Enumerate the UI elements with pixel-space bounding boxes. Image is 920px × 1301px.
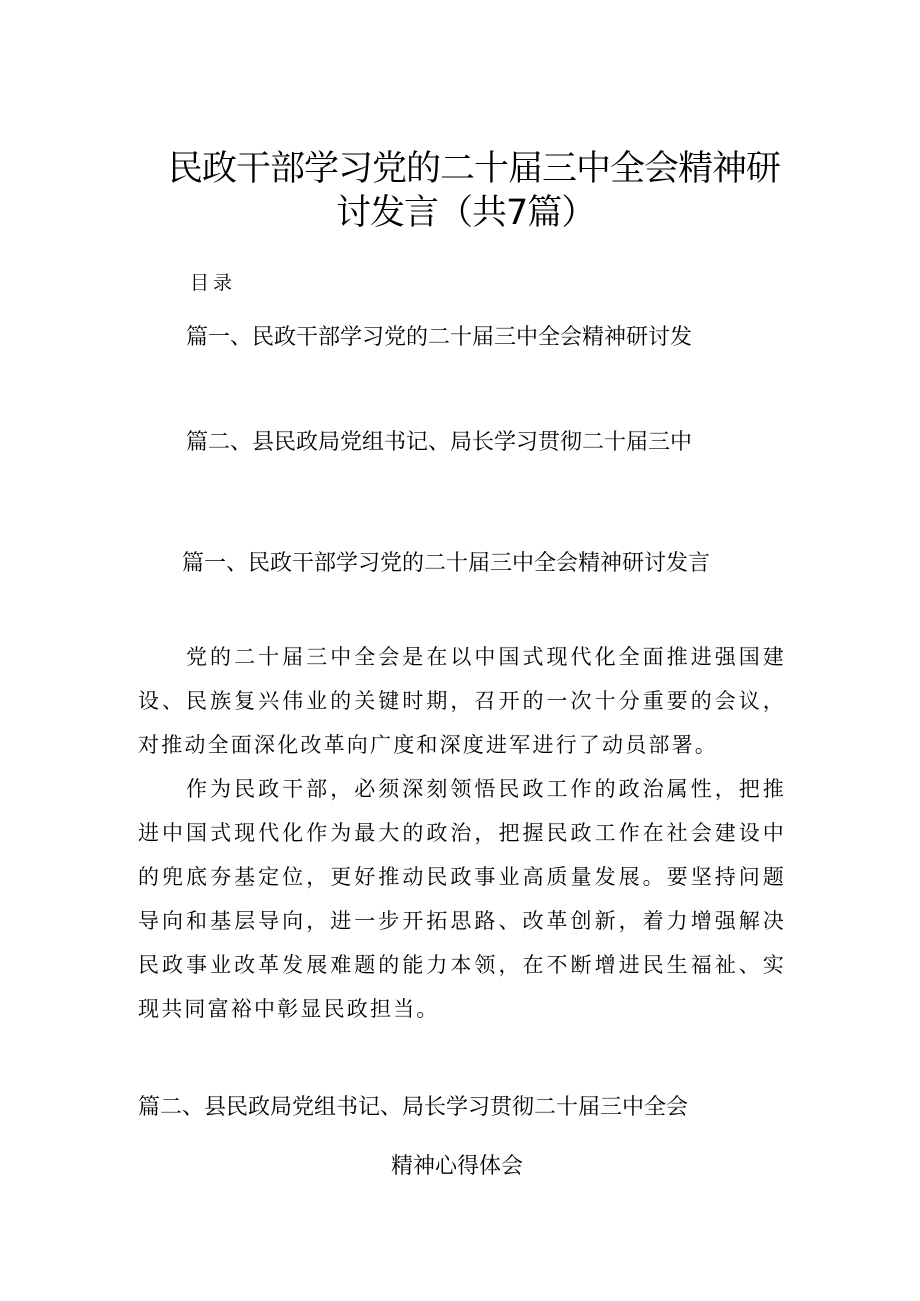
- title-line-1: 民政干部学习党的二十届三中全会精神研: [168, 149, 781, 189]
- section1-paragraph-2: 作为民政干部，必须深刻领悟民政工作的政治属性，把推进中国式现代化作为最大的政治，把握民政工作在社会建设中的兜底夯基定位，更好推动民政事业高质量发展。要坚持问题导向和基层导向，进一步开拓思路、改革创新，着力增强解决民政事业改革发展难题的能力本领，在不断增进民生福祉、实现共同富裕中彰显民政担当。: [138, 777, 786, 1021]
- section2-heading-line-1: 篇二、县民政局党组书记、局长学习贯彻二十届三中全会: [138, 1095, 689, 1120]
- section1-paragraph-1: 党的二十届三中全会是在以中国式现代化全面推进强国建设、民族复兴伟业的关键时期，召开的一次十分重要的会议，对推动全面深化改革向广度和深度进军进行了动员部署。: [138, 645, 786, 757]
- section2-heading-line-2: 精神心得体会: [391, 1154, 524, 1179]
- section1-heading: 篇一、民政干部学习党的二十届三中全会精神研讨发言: [182, 551, 711, 576]
- title-line-2: 讨发言（共7篇）: [336, 193, 596, 233]
- toc-label: 目录: [190, 272, 237, 294]
- toc-item-2[interactable]: 篇二、县民政局党组书记、局长学习贯彻二十届三中: [186, 430, 693, 455]
- toc-item-1[interactable]: 篇一、民政干部学习党的二十届三中全会精神研讨发: [186, 325, 693, 350]
